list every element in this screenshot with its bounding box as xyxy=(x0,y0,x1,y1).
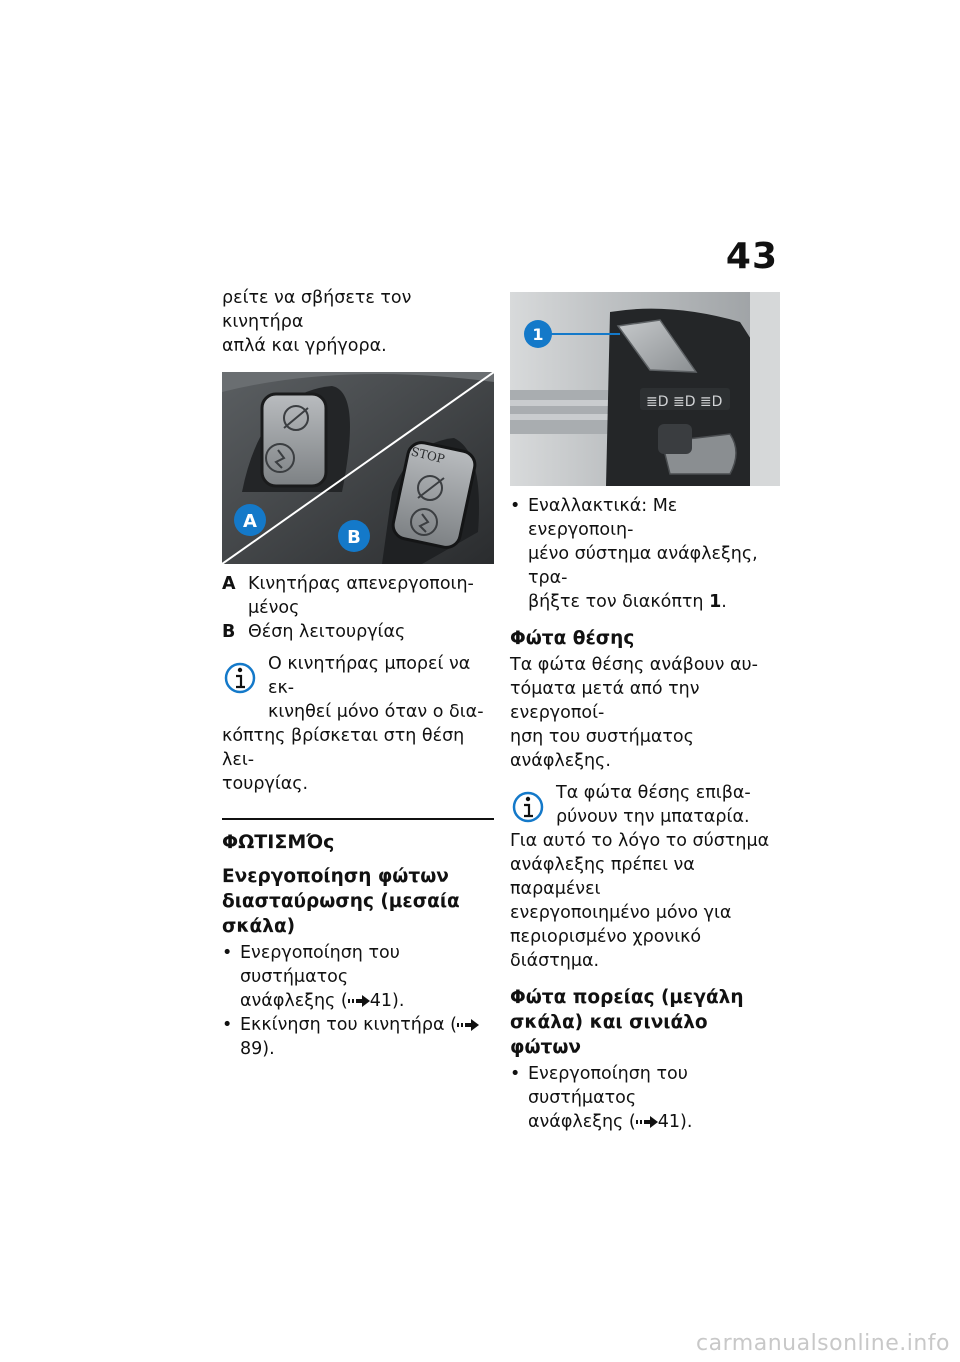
page-reference[interactable]: 89 xyxy=(240,1039,263,1059)
body-line: Τα φώτα θέσης ανάβουν αυ- xyxy=(510,655,758,675)
bullet-line: • Εναλλακτικά: Με ενεργοποιη- xyxy=(528,496,678,540)
legend-line: Κινητήρας απενεργοποιη- xyxy=(248,574,474,594)
bullet-line xyxy=(510,1110,782,1134)
callout-a: A xyxy=(243,511,257,532)
intro-line: ρείτε να σβήσετε τον κινητήρα xyxy=(222,288,412,332)
note-line: περιορισμένο χρονικό διάστημα. xyxy=(510,927,702,971)
heading-high-beam xyxy=(510,985,782,1060)
bullet-text: ). xyxy=(680,1112,693,1132)
note-line: Τα φώτα θέσης επιβα- xyxy=(556,783,751,803)
page-reference[interactable]: 41 xyxy=(369,991,392,1011)
bullet-text: Εκκίνηση του κινητήρα ( xyxy=(240,1015,457,1035)
callout-b: B xyxy=(347,527,361,548)
body-line: ηση του συστήματος ανάφλεξης. xyxy=(510,727,694,771)
info-icon xyxy=(224,656,258,696)
figure-legend xyxy=(222,572,494,644)
subheading-line: Ενεργοποίηση φώτων xyxy=(222,866,449,887)
subheading-line: σκάλα) xyxy=(222,916,296,937)
legend-text xyxy=(248,572,494,620)
subheading-low-beam xyxy=(222,864,494,939)
list-item xyxy=(222,1013,494,1061)
headlight-symbols: ≣D ≣D ≣D xyxy=(646,394,723,410)
bullet-line: • Ενεργοποίηση του συστήματος xyxy=(240,943,400,987)
page-number: 43 xyxy=(725,236,778,277)
watermark: carmanualsonline.info xyxy=(696,1331,950,1356)
legend-line: μένος xyxy=(248,598,300,618)
list-item xyxy=(510,1062,782,1110)
note-line: Για αυτό το λόγο το σύστημα xyxy=(510,831,770,851)
switch-reference: 1 xyxy=(709,592,722,612)
section-divider xyxy=(222,818,494,820)
body-line: τόματα μετά από την ενεργοποί- xyxy=(510,679,700,723)
heading-line: Φώτα πορείας (μεγάλη xyxy=(510,987,744,1008)
stop-text: STOP xyxy=(409,444,447,467)
note-line: ενεργοποιημένο μόνο για xyxy=(510,903,732,923)
note-line: κόπτης βρίσκεται στη θέση λει- xyxy=(222,726,465,770)
bullet-text: βήξτε τον διακόπτη xyxy=(528,592,710,612)
page-reference-arrow-icon xyxy=(457,1019,479,1031)
page-reference-arrow-icon xyxy=(636,1116,658,1128)
bullet-text: ). xyxy=(392,991,405,1011)
bullet-text: ). xyxy=(262,1039,275,1059)
list-item xyxy=(222,941,494,989)
heading-position-lights: Φώτα θέσης xyxy=(510,628,635,649)
engine-switch-illustration xyxy=(222,372,494,564)
page-reference-arrow-icon xyxy=(348,995,370,1007)
left-column xyxy=(222,286,494,1061)
subheading-line: διασταύρωσης (μεσαία xyxy=(222,891,460,912)
bullet-text: ανάφλεξης ( xyxy=(528,1112,636,1132)
bullet-line: • Ενεργοποίηση του συστήματος xyxy=(528,1064,688,1108)
bullet-line xyxy=(510,590,782,614)
intro-line: απλά και γρήγορα. xyxy=(222,336,387,356)
note-line: κινηθεί μόνο όταν ο δια- xyxy=(268,702,484,722)
info-icon xyxy=(512,785,546,825)
bullet-line: μένο σύστημα ανάφλεξης, τρα- xyxy=(528,544,758,588)
callout-1: 1 xyxy=(532,325,544,344)
legend-text: Θέση λειτουργίας xyxy=(248,622,406,642)
bullet-text: ανάφλεξης ( xyxy=(240,991,348,1011)
info-note xyxy=(510,781,782,973)
note-line: τουργίας. xyxy=(222,774,309,794)
legend-key: A xyxy=(222,574,236,594)
info-note xyxy=(222,652,494,796)
light-switch-illustration xyxy=(510,292,780,486)
legend-key: B xyxy=(222,622,236,642)
right-column xyxy=(510,286,782,1134)
bullet-text: . xyxy=(721,592,727,612)
note-line: ανάφλεξης πρέπει να παραμένει xyxy=(510,855,695,899)
page-reference[interactable]: 41 xyxy=(657,1112,680,1132)
note-line: Ο κινητήρας μπορεί να εκ- xyxy=(268,654,471,698)
figure-engine-switch xyxy=(222,372,494,564)
list-item xyxy=(510,494,782,542)
figure-light-switch xyxy=(510,292,780,486)
bullet-line xyxy=(222,989,494,1013)
section-title: ΦΩΤΙΣΜΌς xyxy=(222,831,335,853)
heading-line: σκάλα) και σινιάλο φώτων xyxy=(510,1012,708,1058)
note-line: ρύνουν την μπαταρία. xyxy=(556,807,750,827)
